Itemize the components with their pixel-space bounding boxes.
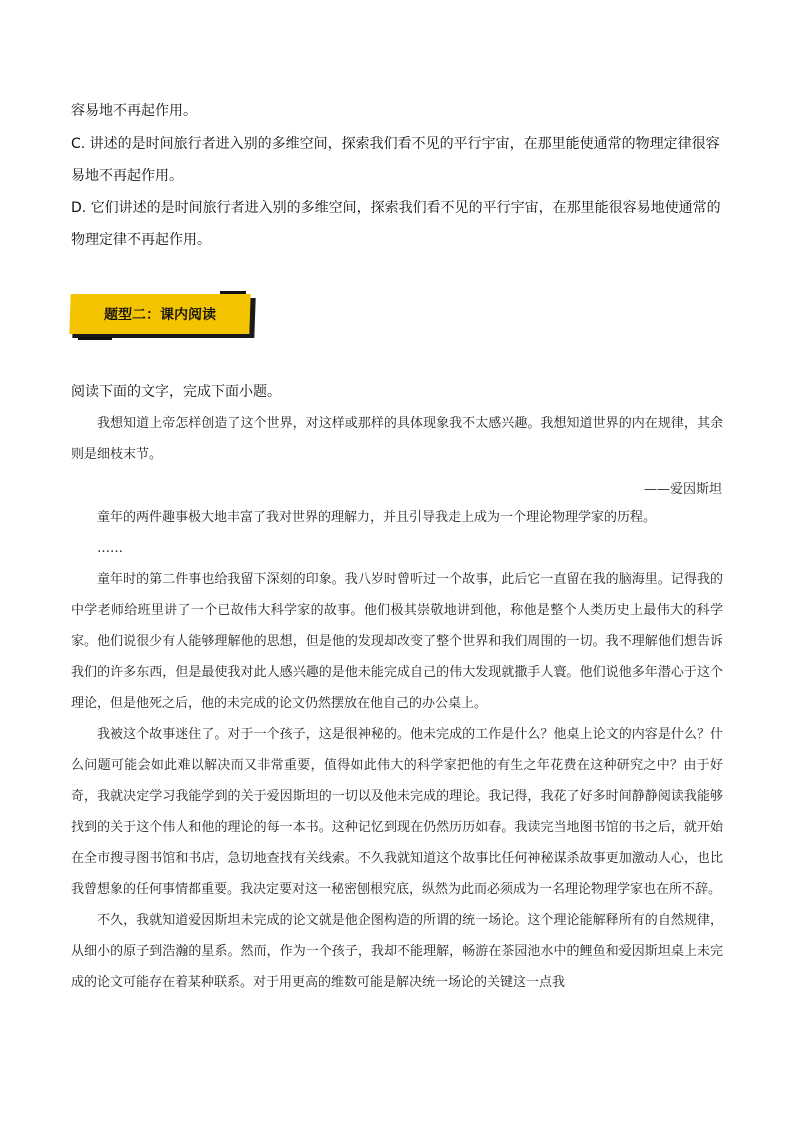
section-banner [70, 294, 255, 340]
instruction: 阅读下面的文字，完成下面小题。 [71, 384, 281, 400]
section-title: 题型二：课内阅读 [103, 307, 217, 323]
option-b-tail: 容易地不再起作用。 [71, 103, 197, 119]
banner-face [69, 294, 250, 334]
option-d-line1: D. 它们讲述的是时间旅行者进入别的多维空间，探索我们看不见的平行宇宙，在那里能很容易地使通常的 [71, 200, 721, 216]
option-c-line1: C. 讲述的是时间旅行者进入别的多维空间，探索我们看不见的平行宇宙，在那里能使通常的物理定律很容 [71, 136, 720, 152]
passage-paragraph-2: 童年时的第二件事也给我留下深刻的印象。我八岁时曾听过一个故事，此后它一直留在我的脑海里。记得我的中学老师给班里讲了一个已故伟大科学家的故事。他们极其崇敬地讲到他，称他是整个人类历史上最伟大的科学家。他们说很少有人能够理解他的思想，但是他的发现却改变了整个世界和我们周围的一切。我不理解他们想告诉我们的许多东西，但是最使我对此人感兴趣的是他未能完成自己的伟大发现就撒手人寰。他们说他多年潜心于这个理论，但是他死之后，他的未完成的论文仍然摆放在他自己的办公桌上。 [71, 572, 723, 711]
passage-ellipsis: …… [97, 541, 123, 556]
epigraph [71, 408, 723, 470]
option-c-line2: 易地不再起作用。 [71, 168, 183, 184]
option-d-line2: 物理定律不再起作用。 [71, 232, 211, 248]
passage-paragraph-4: 不久，我就知道爱因斯坦未完成的论文就是他企图构造的所谓的统一场论。这个理论能解释所有的自然规律，从细小的原子到浩瀚的星系。然而，作为一个孩子，我却不能理解，畅游在茶园池水中的鲤鱼和爱因斯坦桌上未完成的论文可能存在着某种联系。对于用更高的维数可能是解决统一场论的关键这一点我 [71, 913, 723, 990]
banner-deco-bottom [78, 337, 112, 340]
passage [71, 502, 723, 998]
banner-deco-top [220, 291, 246, 294]
epigraph-text: 我想知道上帝怎样创造了这个世界，对这样或那样的具体现象我不太感兴趣。我想知道世界的内在规律，其余则是细枝末节。 [71, 416, 723, 462]
passage-paragraph-3: 我被这个故事迷住了。对于一个孩子，这是很神秘的。他未完成的工作是什么？他桌上论文的内容是什么？什么问题可能会如此难以解决而又非常重要，值得如此伟大的科学家把他的有生之年花费在这种研究之中？由于好奇，我就决定学习我能学到的关于爱因斯坦的一切以及他未完成的理论。我记得，我花了好多时间静静阅读我能够找到的关于这个伟人和他的理论的每一本书。这种记忆到现在仍然历历如春。我读完当地图书馆的书之后，就开始在全市搜寻图书馆和书店，急切地查找有关线索。不久我就知道这个故事比任何神秘谋杀故事更加激动人心，也比我曾想象的任何事情都重要。我决定要对这一秘密刨根究底，纵然为此而必须成为一名理论物理学家也在所不辞。 [71, 727, 723, 897]
passage-paragraph-1: 童年的两件趣事极大地丰富了我对世界的理解力，并且引导我走上成为一个理论物理学家的历程。 [97, 510, 657, 525]
epigraph-attribution: ——爱因斯坦 [643, 482, 722, 497]
